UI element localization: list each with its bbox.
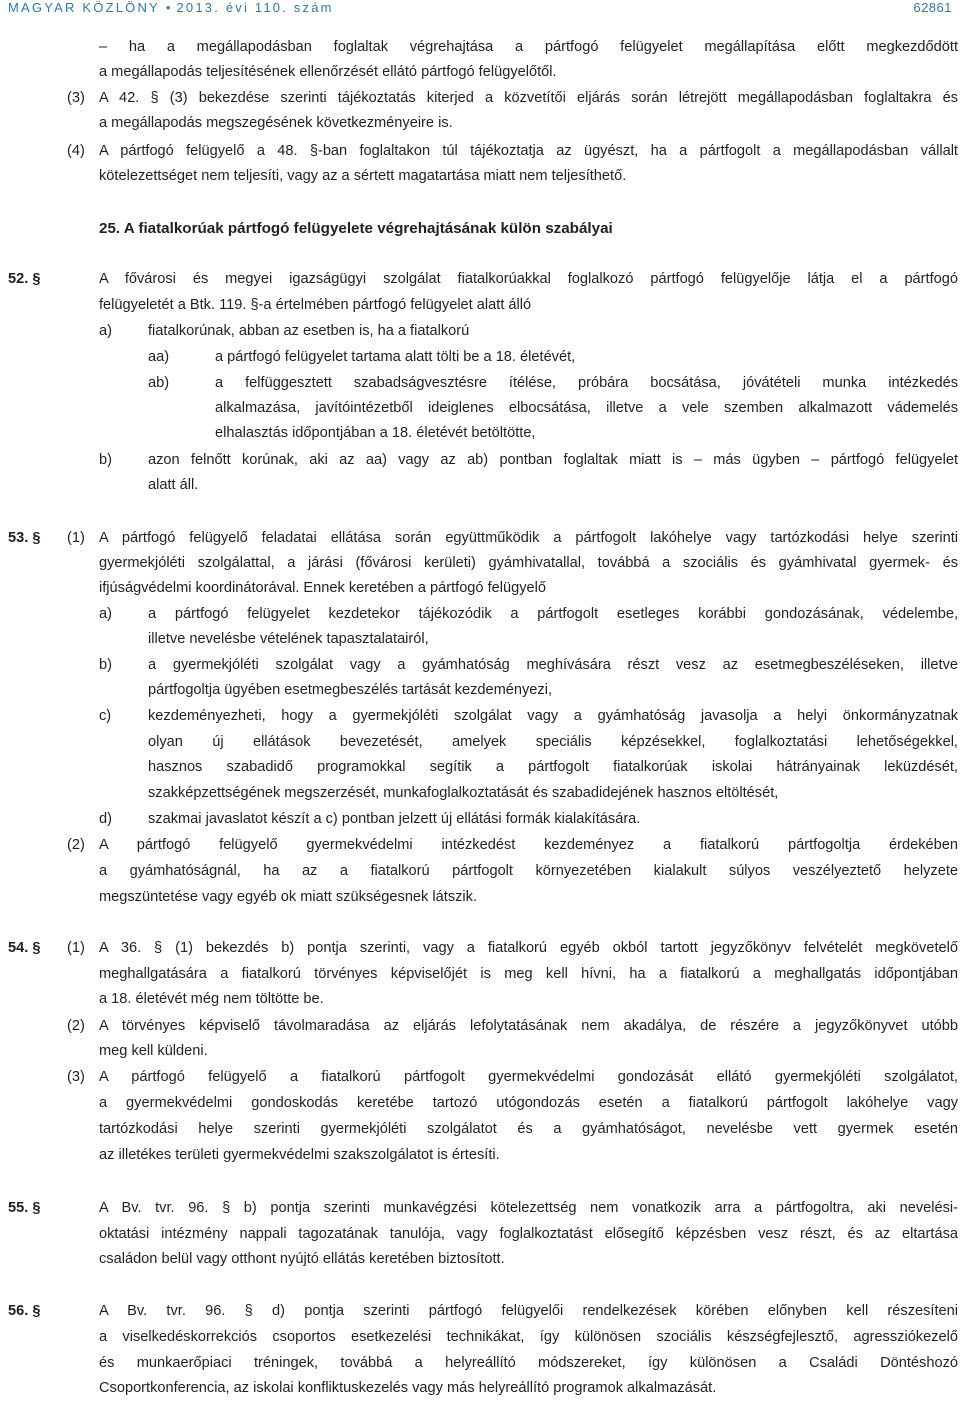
section-number: 52. § <box>8 271 41 287</box>
text-line: (3) <box>67 1069 85 1085</box>
text-line: a viselkedéskorrekciós csoportos esetkezelési technikákat, így különösen szociális készségfejlesztő, agressziókezelő <box>99 1329 958 1345</box>
text-line: azon felnőtt korúnak, aki az aa) vagy az ab) pontban foglaltak miatt is – más ügyben – pártfogó felügyelet <box>148 452 958 468</box>
text-line: b) <box>99 452 112 468</box>
text-line: c) <box>99 708 112 724</box>
text-line: alatt áll. <box>148 477 199 493</box>
text-line: oktatási intézmény nappali tagozatának tanulója, vagy foglalkoztatást elősegítő képzésben vesz részt, és az eltartása <box>99 1226 958 1242</box>
section-number: 56. § <box>8 1303 41 1319</box>
text-line: A pártfogó felügyelő a 48. §-ban foglaltakon túl tájékoztatja az ügyészt, ha a pártfogolt a megállapodásban vállalt <box>99 143 958 159</box>
text-line: A fővárosi és megyei igazságügyi szolgálat fiatalkorúakkal foglalkozó pártfogó felügyelője látja el a pártfogó <box>99 271 958 287</box>
text-line: a) <box>99 606 112 622</box>
text-line: a gyermekvédelmi gondoskodás keretébe tartozó utógondozás esetén a fiatalkorú pártfogolt lakóhelye vagy <box>99 1095 958 1111</box>
header-separator: • <box>165 0 171 15</box>
text-line: szakmai javaslatot készít a c) pontban jelzett új ellátási formák kialakítására. <box>148 811 641 827</box>
text-line: (3) <box>67 90 85 106</box>
section-title: 25. A fiatalkorúak pártfogó felügyelete végrehajtásának külön szabályai <box>99 220 613 237</box>
text-line: d) <box>99 811 112 827</box>
text-line: A pártfogó felügyelő gyermekvédelmi intézkedést kezdeményez a fiatalkorú pártfogoltja érdekében <box>99 837 958 853</box>
text-line: pártfogoltja ügyében esetmegbeszélés tartását kezdeményezi, <box>148 682 553 698</box>
text-line: és munkaerőpiaci tréningek, továbbá a helyreállító módszereket, így különösen a Családi Döntéshozó <box>99 1355 958 1371</box>
text-line: a pártfogó felügyelet tartama alatt tölti be a 18. életévét, <box>215 349 576 365</box>
text-line: kötelezettséget nem teljesíti, vagy az a sértett magatartása miatt nem teljesíthető. <box>99 168 627 184</box>
text-line: aa) <box>148 349 170 365</box>
text-line: megszüntetése vagy egyéb ok miatt szükségesnek látszik. <box>99 889 478 905</box>
text-line: a 18. életévét még nem töltötte be. <box>99 991 324 1007</box>
text-line: A Bv. tvr. 96. § b) pontja szerinti munkavégzési kötelezettség nem vonatkozik arra a pártfogoltra, aki nevelési- <box>99 1200 958 1216</box>
text-line: fiatalkorúnak, abban az esetben is, ha a fiatalkorú <box>148 323 470 339</box>
text-line: A Bv. tvr. 96. § d) pontja szerinti pártfogó felügyelői rendelkezések körében előnyben kell részesíteni <box>99 1303 958 1319</box>
text-line: a megállapodás megszegésének következményeire is. <box>99 115 453 131</box>
text-line: ifjúságvédelmi koordinátorával. Ennek keretében a pártfogó felügyelő <box>99 580 547 596</box>
text-line: alkalmazása, javítóintézetből ideiglenes elbocsátása, illetve a vele szemben alkalmazott vádemelés <box>215 400 958 416</box>
text-line: a megállapodás teljesítésének ellenőrzését ellátó pártfogó felügyelőtől. <box>99 64 557 80</box>
page-number: 62861 <box>913 0 952 15</box>
journal-name: MAGYAR KÖZLÖNY <box>8 0 160 15</box>
text-line: elhalasztás időpontjában a 18. életévét betöltötte, <box>215 425 536 441</box>
text-line: A törvényes képviselő távolmaradása az eljárás lefolytatásának nem akadálya, de részére a jegyzőkönyvet utóbb <box>99 1018 958 1034</box>
text-line: Csoportkonferencia, az iskolai konfliktuskezelés vagy más helyreállító programok alkalmazását. <box>99 1380 717 1396</box>
text-line: A 36. § (1) bekezdés b) pontja szerinti, vagy a fiatalkorú egyéb okból tartott jegyzőkönyv felvételét megkövetelő <box>99 940 958 956</box>
section-number: 53. § <box>8 530 41 546</box>
text-line: gyermekjóléti szolgálattal, a járási (fővárosi kerületi) gyámhivatallal, továbbá a szociális és gyámhivatal gyermek- és <box>99 555 958 571</box>
text-line: (1) <box>67 530 85 546</box>
text-line: hasznos szabadidő programokkal segítik a pártfogolt fiatalkorúak iskolai hátrányainak leküzdését, <box>148 759 958 775</box>
text-line: (1) <box>67 940 85 956</box>
text-line: ab) <box>148 375 170 391</box>
text-line: az illetékes területi gyermekvédelmi szakszolgálatot is értesíti. <box>99 1147 500 1163</box>
text-line: a gyermekjóléti szolgálat vagy a gyámhatóság meghívására részt vesz az esetmegbeszéléseken, illetve <box>148 657 958 673</box>
text-line: szakképzettségének megszerzését, munkafoglalkoztatását és szabadidejének hasznos eltöltését, <box>148 785 779 801</box>
section-number: 55. § <box>8 1200 41 1216</box>
text-line: (2) <box>67 837 85 853</box>
text-line: olyan új ellátások bevezetését, amelyek speciális képzésekkel, foglalkoztatási lehetőségekkel, <box>148 734 958 750</box>
text-line: a felfüggesztett szabadságvesztésre ítélése, próbára bocsátása, jóvátételi munka intézkedés <box>215 375 958 391</box>
text-line: kezdeményezheti, hogy a gyermekjóléti szolgálat vagy a gyámhatóság javasolja a helyi önkormányzatnak <box>148 708 958 724</box>
text-line: a pártfogó felügyelet kezdetekor tájékozódik a pártfogolt esetleges korábbi gondozásának, védelembe, <box>148 606 958 622</box>
text-line: tartózkodási helye szerinti gyermekjóléti szolgálatot és a gyámhatóságot, nevelésbe vett gyermek esetén <box>99 1121 958 1137</box>
text-line: a) <box>99 323 112 339</box>
text-line: A pártfogó felügyelő a fiatalkorú pártfogolt gyermekvédelmi gondozását ellátó gyermekjóléti szolgálatot, <box>99 1069 958 1085</box>
text-line: b) <box>99 657 112 673</box>
text-line: családon belül vagy otthont nyújtó ellátás keretében biztosított. <box>99 1251 505 1267</box>
text-line: (4) <box>67 143 85 159</box>
text-line: a gyámhatóságnál, ha az a fiatalkorú pártfogolt környezetében kialakult súlyos veszélyeztető helyzete <box>99 863 958 879</box>
text-line: felügyeletét a Btk. 119. §-a értelmében pártfogó felügyelet alatt álló <box>99 297 532 313</box>
issue-number: 2013. évi 110. szám <box>176 0 334 15</box>
text-line: A pártfogó felügyelő feladatai ellátása során együttműködik a pártfogolt lakóhelye vagy tartózkodási helye szerinti <box>99 530 958 546</box>
text-line: meg kell küldeni. <box>99 1043 208 1059</box>
text-line: – ha a megállapodásban foglaltak végrehajtása a pártfogó felügyelet megállapítása előtt megkezdődött <box>99 39 958 55</box>
journal-title <box>8 0 334 15</box>
section-number: 54. § <box>8 940 41 956</box>
text-line: A 42. § (3) bekezdése szerinti tájékoztatás kiterjed a közvetítői eljárás során létrejött megállapodásban foglaltakra és <box>99 90 958 106</box>
text-line: illetve nevelésbe vételének tapasztalatairól, <box>148 631 429 647</box>
text-line: (2) <box>67 1018 85 1034</box>
text-line: meghallgatására a fiatalkorú törvényes képviselőjét is meg kell hívni, ha a fiatalkorú a meghallgatás időpontjában <box>99 966 958 982</box>
